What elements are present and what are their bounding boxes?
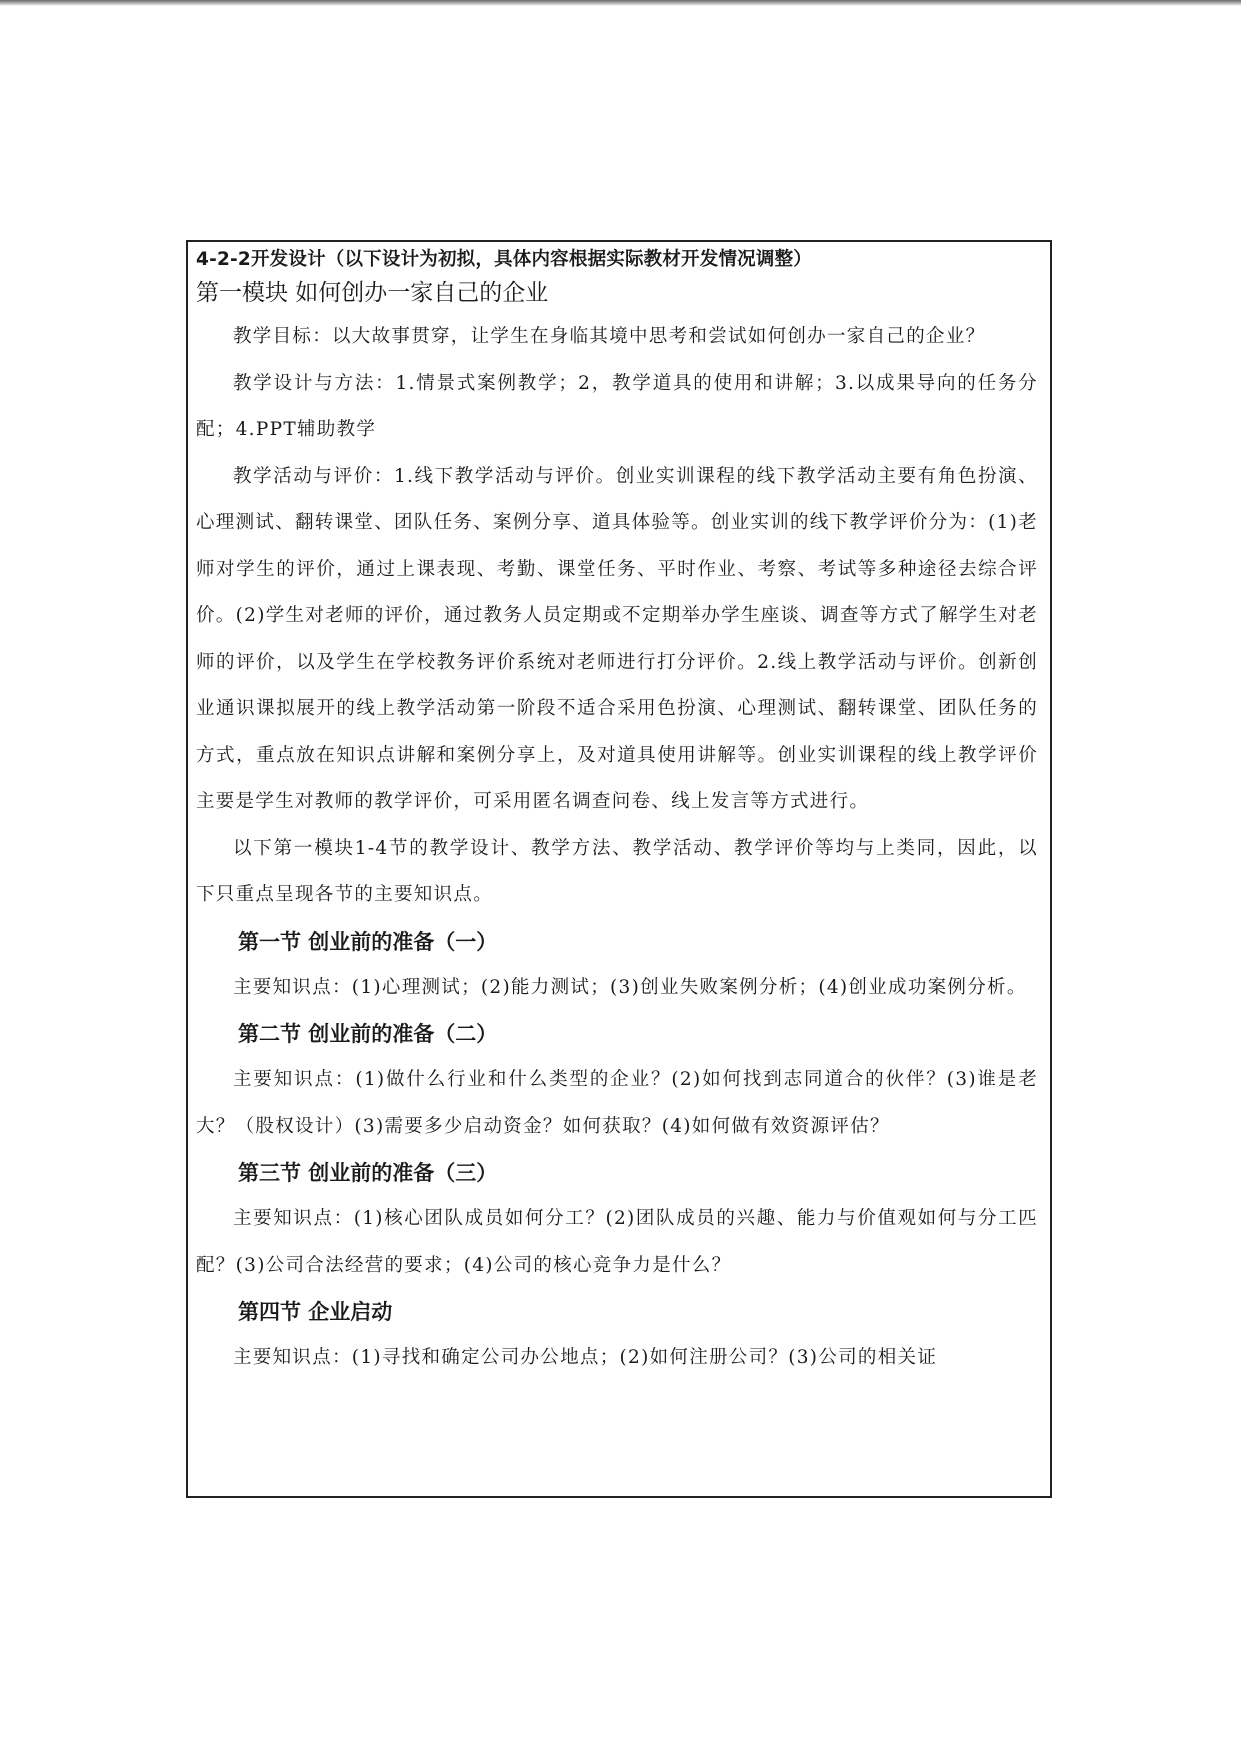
- lesson-points-1: 主要知识点：(1)心理测试；(2)能力测试；(3)创业失败案例分析；(4)创业成功案例分析。: [233, 976, 1027, 998]
- lesson-title-2: 第二节 创业前的准备（二）: [238, 1022, 498, 1046]
- lesson-title-1: 第一节 创业前的准备（一）: [238, 929, 498, 954]
- scan-edge: [0, 0, 1241, 6]
- lesson-points-4: 主要知识点：(1)寻找和确定公司办公地点；(2)如何注册公司？(3)公司的相关证: [233, 1347, 938, 1368]
- note-paragraph: 以下第一模块1-4节的教学设计、教学方法、教学活动、教学评价等均与上类同，因此，以下只重点呈现各节的主要知识点。: [196, 837, 1038, 905]
- lesson-title-3: 第三节 创业前的准备（三）: [238, 1161, 498, 1185]
- document-frame: [186, 240, 1052, 1498]
- lesson-points-3: 主要知识点：(1)核心团队成员如何分工？(2)团队成员的兴趣、能力与价值观如何与分工匹配？(3)公司合法经营的要求；(4)公司的核心竞争力是什么？: [196, 1208, 1038, 1276]
- lesson-points-2: 主要知识点：(1)做什么行业和什么类型的企业？(2)如何找到志同道合的伙伴？(3)谁是老大？（股权设计）(3)需要多少启动资金？如何获取？(4)如何做有效资源评估？: [196, 1069, 1038, 1137]
- activities-paragraph: 教学活动与评价：1.线下教学活动与评价。创业实训课程的线下教学活动主要有角色扮演、心理测试、翻转课堂、团队任务、案例分享、道具体验等。创业实训的线下教学评价分为：(1)老师对学生的评价，通过上课表现、考勤、课堂任务、平时作业、考察、考试等多种途径去综合评价。(2)学生对老师的评价，通过教务人员定期或不定期举办学生座谈、调查等方式了解学生对老师的评价，以及学生在学校教务评价系统对老师进行打分评价。2.线上教学活动与评价。创新创业通识课拟展开的线上教学活动第一阶段不适合采用色扮演、心理测试、翻转课堂、团队任务的方式，重点放在知识点讲解和案例分享上，及对道具使用讲解等。创业实训课程的线上教学评价主要是学生对教师的教学评价，可采用匿名调查问卷、线上发言等方式进行。: [196, 465, 1038, 812]
- design-methods-paragraph: 教学设计与方法：1.情景式案例教学；2，教学道具的使用和讲解；3.以成果导向的任务分配；4.PPT辅助教学: [196, 372, 1038, 440]
- section-heading: 4-2-2开发设计（以下设计为初拟，具体内容根据实际教材开发情况调整）: [196, 249, 812, 270]
- teaching-goal-paragraph: 教学目标：以大故事贯穿，让学生在身临其境中思考和尝试如何创办一家自己的企业？: [233, 326, 986, 347]
- lesson-title-4: 第四节 企业启动: [238, 1300, 393, 1324]
- module-title: 第一模块 如何创办一家自己的企业: [196, 280, 549, 306]
